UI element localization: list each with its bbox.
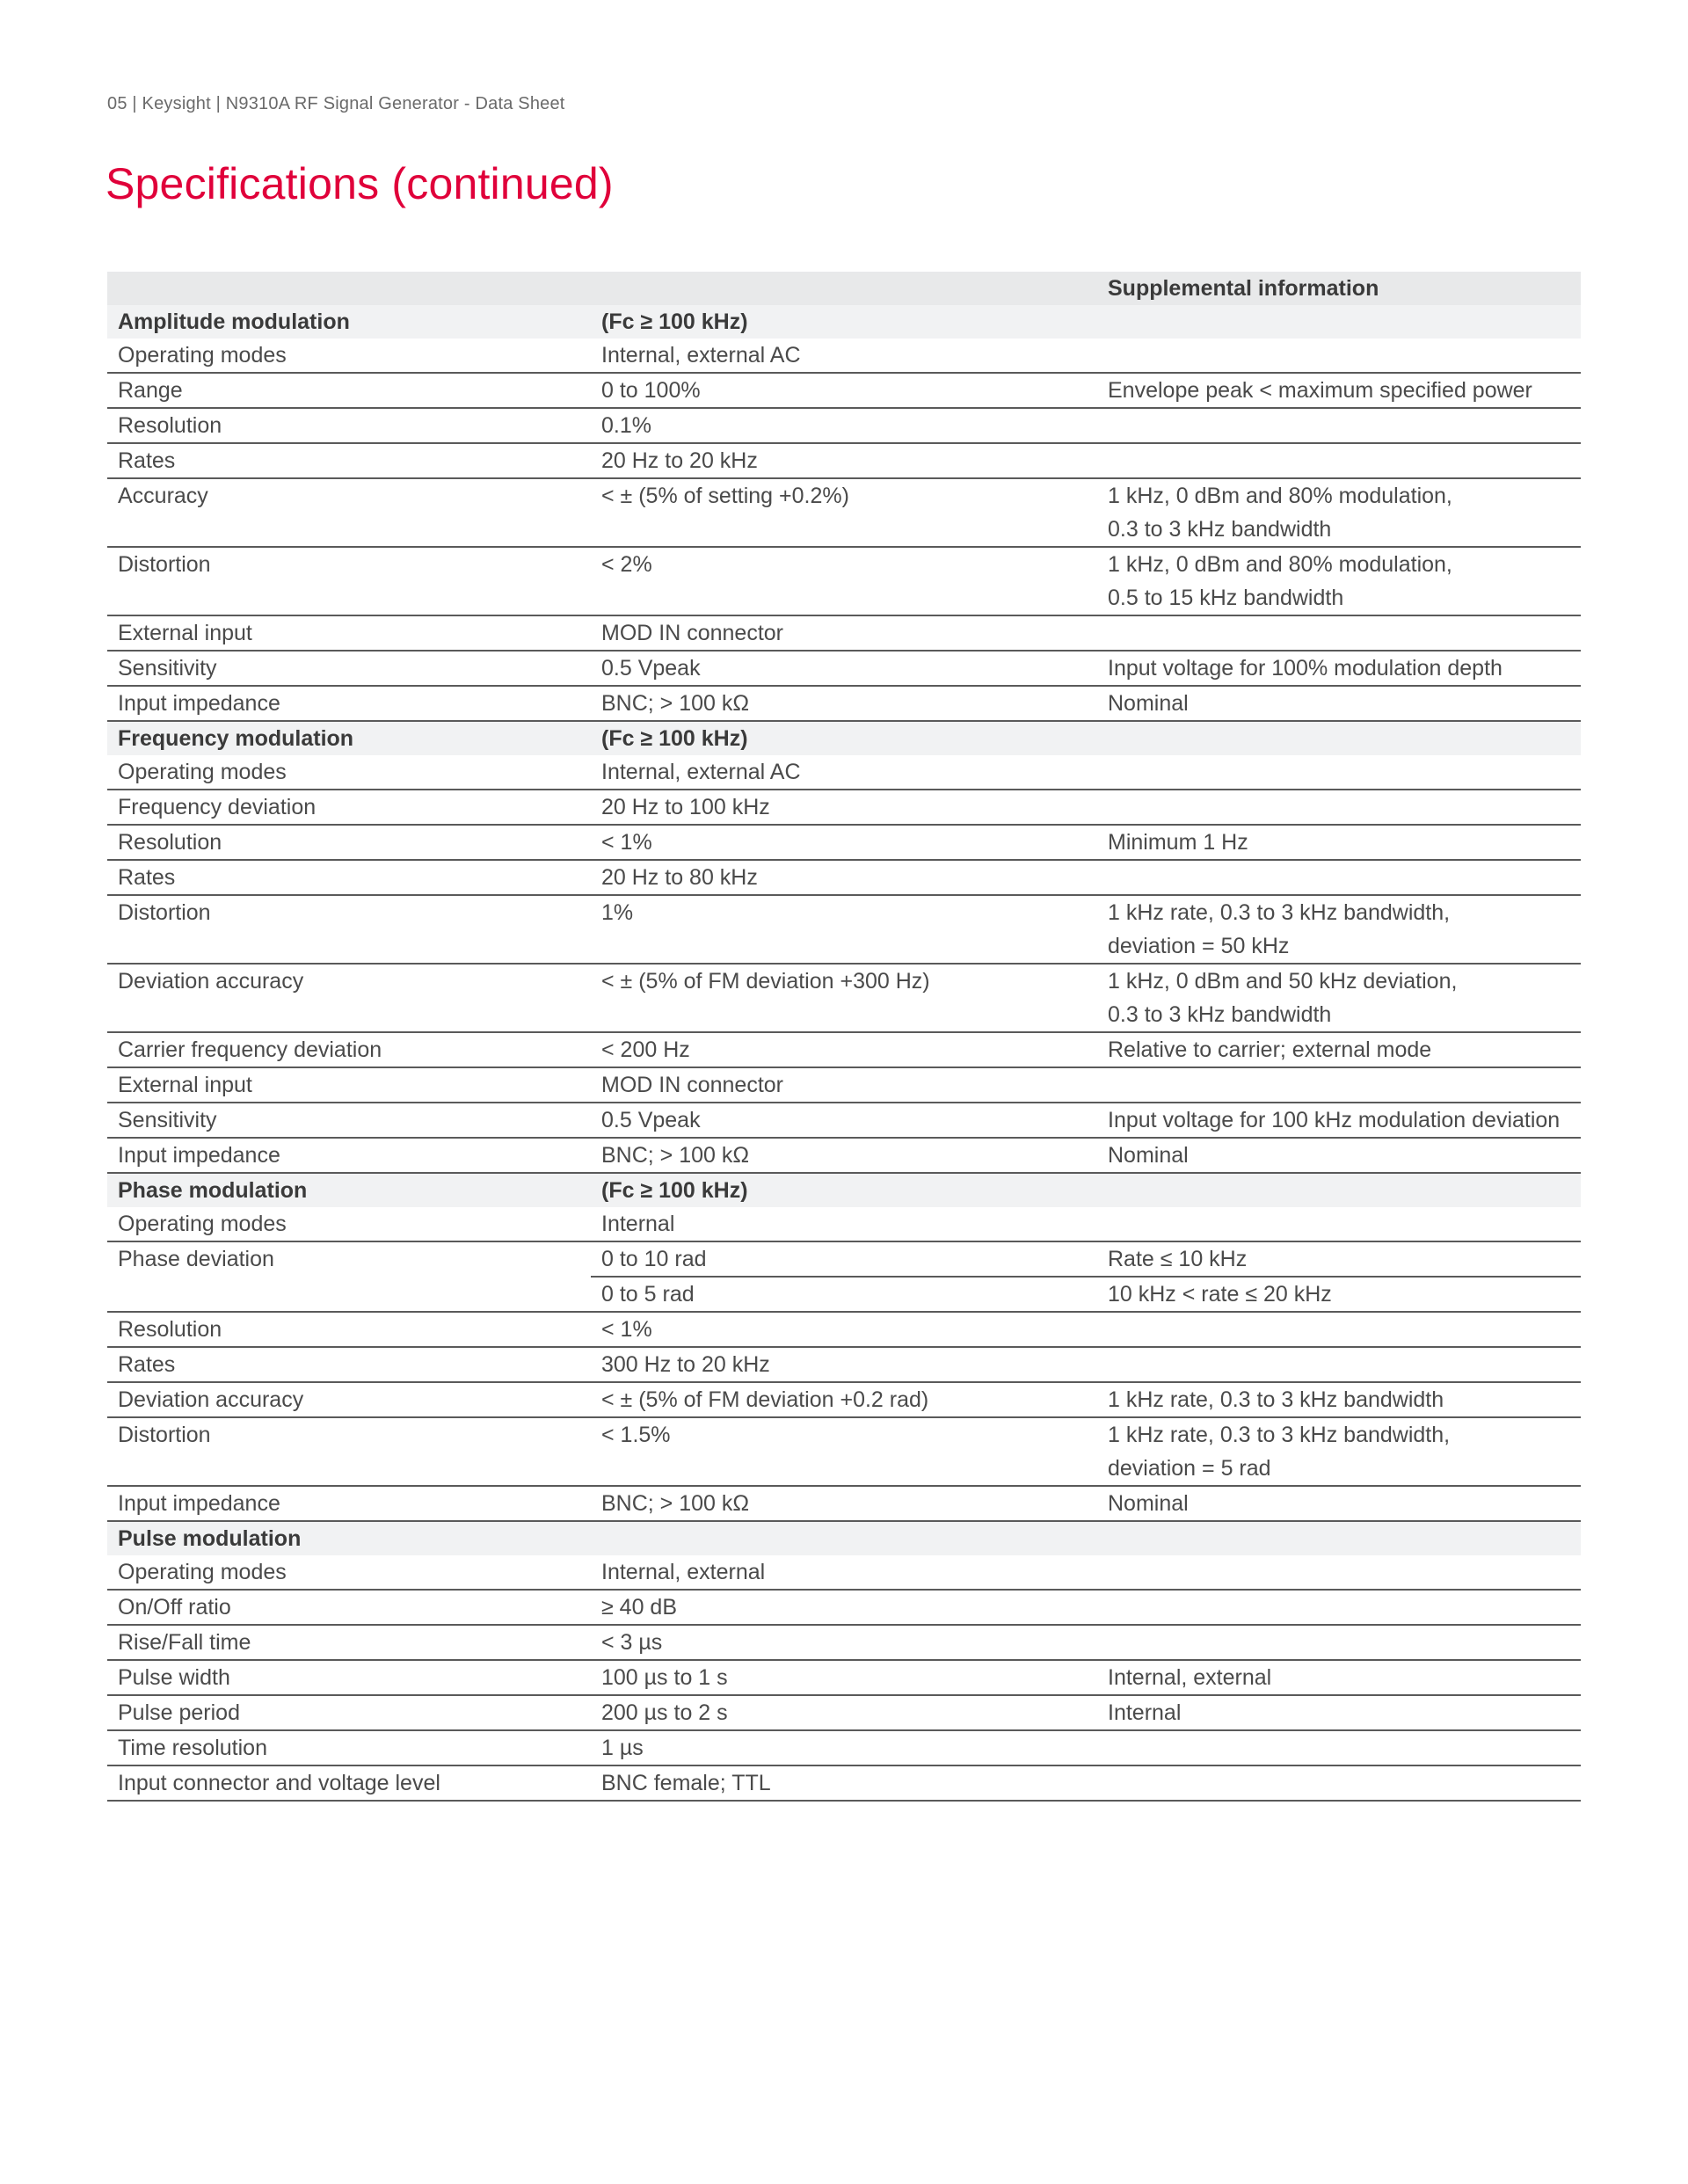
value-cell: 1%: [591, 895, 1097, 964]
supplemental-cell: [1097, 408, 1581, 443]
value-cell: < 1%: [591, 1312, 1097, 1347]
value-cell: < 2%: [591, 547, 1097, 615]
table-row: [107, 547, 1581, 615]
supplemental-line: 0.3 to 3 kHz bandwidth: [1108, 1002, 1332, 1027]
parameter-cell: Resolution: [107, 408, 591, 443]
value-cell: 20 Hz to 80 kHz: [591, 860, 1097, 895]
parameter-cell: Resolution: [107, 825, 591, 860]
table-row: [107, 1660, 1581, 1695]
supplemental-cell: Input voltage for 100 kHz modulation deviation: [1097, 1103, 1581, 1138]
value-cell: 0 to 100%: [591, 373, 1097, 408]
value-cell: BNC; > 100 kΩ: [591, 686, 1097, 721]
section-header-row: [107, 1521, 1581, 1555]
section-title: Frequency modulation: [107, 721, 591, 755]
supplemental-cell: Rate ≤ 10 kHz: [1097, 1241, 1581, 1277]
specifications-table: [107, 272, 1581, 1802]
section-condition: (Fc ≥ 100 kHz): [591, 721, 1097, 755]
value-cell: < ± (5% of setting +0.2%): [591, 478, 1097, 547]
supplemental-cell: [1097, 790, 1581, 825]
parameter-cell: Rates: [107, 1347, 591, 1382]
supplemental-cell: [1097, 339, 1581, 373]
section-header-row: [107, 305, 1581, 339]
value-cell: < 1%: [591, 825, 1097, 860]
supplemental-cell: [1097, 1347, 1581, 1382]
value-cell: 0.1%: [591, 408, 1097, 443]
supplemental-cell: [1097, 1067, 1581, 1103]
value-cell: ≥ 40 dB: [591, 1590, 1097, 1625]
parameter-cell: Distortion: [107, 895, 591, 964]
table-header-row: [107, 272, 1581, 305]
supplemental-cell: Relative to carrier; external mode: [1097, 1032, 1581, 1067]
supplemental-cell: [1097, 1555, 1581, 1590]
supplemental-cell: Input voltage for 100% modulation depth: [1097, 651, 1581, 686]
parameter-cell: Phase deviation: [107, 1241, 591, 1312]
table-row: [107, 1590, 1581, 1625]
parameter-cell: Deviation accuracy: [107, 964, 591, 1032]
table-row: [107, 1625, 1581, 1660]
supplemental-line: 1 kHz, 0 dBm and 80% modulation,: [1108, 552, 1452, 577]
value-cell: Internal, external AC: [591, 339, 1097, 373]
table-row: [107, 1555, 1581, 1590]
supplemental-cell: Envelope peak < maximum specified power: [1097, 373, 1581, 408]
parameter-cell: Rise/Fall time: [107, 1625, 591, 1660]
table-row: [107, 860, 1581, 895]
section-title: Phase modulation: [107, 1173, 591, 1207]
parameter-cell: Distortion: [107, 547, 591, 615]
table-row: [107, 686, 1581, 721]
supplemental-cell: Nominal: [1097, 686, 1581, 721]
parameter-cell: Frequency deviation: [107, 790, 591, 825]
parameter-cell: Input impedance: [107, 1138, 591, 1173]
table-row: [107, 1207, 1581, 1241]
parameter-cell: Input impedance: [107, 686, 591, 721]
header-supplemental-information: Supplemental information: [1097, 272, 1581, 305]
value-cell: < ± (5% of FM deviation +0.2 rad): [591, 1382, 1097, 1417]
value-cell: 100 µs to 1 s: [591, 1660, 1097, 1695]
value-cell: 20 Hz to 100 kHz: [591, 790, 1097, 825]
table-row: [107, 1103, 1581, 1138]
supplemental-cell: Minimum 1 Hz: [1097, 825, 1581, 860]
section-condition: (Fc ≥ 100 kHz): [591, 1173, 1097, 1207]
parameter-cell: Range: [107, 373, 591, 408]
page-title: Specifications (continued): [106, 159, 614, 208]
table-row: [107, 964, 1581, 1032]
value-cell: BNC; > 100 kΩ: [591, 1486, 1097, 1521]
parameter-cell: Operating modes: [107, 339, 591, 373]
parameter-cell: Pulse period: [107, 1695, 591, 1730]
section-note-empty: [1097, 1173, 1581, 1207]
parameter-cell: Operating modes: [107, 1555, 591, 1590]
value-cell: 20 Hz to 20 kHz: [591, 443, 1097, 478]
section-note-empty: [1097, 1521, 1581, 1555]
parameter-cell: On/Off ratio: [107, 1590, 591, 1625]
supplemental-cell: [1097, 1625, 1581, 1660]
value-cell: Internal, external AC: [591, 755, 1097, 790]
supplemental-cell: Internal, external: [1097, 1660, 1581, 1695]
supplemental-line: 1 kHz rate, 0.3 to 3 kHz bandwidth,: [1108, 1423, 1451, 1447]
supplemental-cell: Nominal: [1097, 1486, 1581, 1521]
table-row: [107, 1695, 1581, 1730]
table-row: [107, 1067, 1581, 1103]
table-row: [107, 478, 1581, 547]
section-note-empty: [1097, 305, 1581, 339]
table-row: [107, 339, 1581, 373]
table-row: [107, 1417, 1581, 1486]
section-title: Amplitude modulation: [107, 305, 591, 339]
supplemental-line: 0.3 to 3 kHz bandwidth: [1108, 517, 1332, 542]
supplemental-cell: 10 kHz < rate ≤ 20 kHz: [1097, 1277, 1581, 1312]
table-row: [107, 755, 1581, 790]
supplemental-cell: [1097, 615, 1581, 651]
table-row: [107, 790, 1581, 825]
value-cell: 0 to 10 rad: [591, 1241, 1097, 1277]
value-cell: < 1.5%: [591, 1417, 1097, 1486]
parameter-cell: Sensitivity: [107, 1103, 591, 1138]
value-cell: 300 Hz to 20 kHz: [591, 1347, 1097, 1382]
supplemental-cell: [1097, 964, 1581, 1032]
parameter-cell: Input impedance: [107, 1486, 591, 1521]
table-row: [107, 825, 1581, 860]
supplemental-cell: [1097, 443, 1581, 478]
parameter-cell: Operating modes: [107, 755, 591, 790]
section-header-row: [107, 1173, 1581, 1207]
table-row: [107, 1312, 1581, 1347]
value-cell: BNC; > 100 kΩ: [591, 1138, 1097, 1173]
value-cell: < 200 Hz: [591, 1032, 1097, 1067]
table-row: [107, 615, 1581, 651]
supplemental-cell: [1097, 478, 1581, 547]
value-cell: 0 to 5 rad: [591, 1277, 1097, 1312]
supplemental-cell: 1 kHz rate, 0.3 to 3 kHz bandwidth: [1097, 1382, 1581, 1417]
parameter-cell: Operating modes: [107, 1207, 591, 1241]
supplemental-line: 0.5 to 15 kHz bandwidth: [1108, 586, 1344, 610]
value-cell: 0.5 Vpeak: [591, 1103, 1097, 1138]
table-row: [107, 1730, 1581, 1765]
value-cell: Internal, external: [591, 1555, 1097, 1590]
value-cell: MOD IN connector: [591, 615, 1097, 651]
table-row: [107, 1486, 1581, 1521]
parameter-cell: External input: [107, 615, 591, 651]
section-note-empty: [1097, 721, 1581, 755]
supplemental-cell: [1097, 547, 1581, 615]
supplemental-line: deviation = 5 rad: [1108, 1456, 1271, 1481]
supplemental-line: 1 kHz, 0 dBm and 50 kHz deviation,: [1108, 969, 1458, 994]
parameter-cell: Rates: [107, 443, 591, 478]
parameter-cell: Accuracy: [107, 478, 591, 547]
supplemental-cell: [1097, 1590, 1581, 1625]
section-header-row: [107, 721, 1581, 755]
section-condition: [591, 1521, 1097, 1555]
value-cell: < 3 µs: [591, 1625, 1097, 1660]
parameter-cell: Deviation accuracy: [107, 1382, 591, 1417]
table-row: [107, 895, 1581, 964]
table-row: [107, 443, 1581, 478]
parameter-cell: Rates: [107, 860, 591, 895]
supplemental-cell: [1097, 1312, 1581, 1347]
table-row: [107, 1765, 1581, 1801]
parameter-cell: Sensitivity: [107, 651, 591, 686]
value-cell: 1 µs: [591, 1730, 1097, 1765]
value-cell: Internal: [591, 1207, 1097, 1241]
table-row: [107, 1241, 1581, 1277]
supplemental-cell: Internal: [1097, 1695, 1581, 1730]
header-cell-empty: [107, 272, 591, 305]
header-cell-empty: [591, 272, 1097, 305]
supplemental-cell: [1097, 1765, 1581, 1801]
supplemental-cell: Nominal: [1097, 1138, 1581, 1173]
supplemental-cell: [1097, 1207, 1581, 1241]
supplemental-cell: [1097, 1417, 1581, 1486]
supplemental-cell: [1097, 895, 1581, 964]
supplemental-line: 1 kHz, 0 dBm and 80% modulation,: [1108, 484, 1452, 508]
value-cell: 200 µs to 2 s: [591, 1695, 1097, 1730]
value-cell: 0.5 Vpeak: [591, 651, 1097, 686]
section-condition: (Fc ≥ 100 kHz): [591, 305, 1097, 339]
supplemental-line: 1 kHz rate, 0.3 to 3 kHz bandwidth,: [1108, 900, 1451, 925]
parameter-cell: Distortion: [107, 1417, 591, 1486]
value-cell: BNC female; TTL: [591, 1765, 1097, 1801]
supplemental-cell: [1097, 755, 1581, 790]
parameter-cell: Resolution: [107, 1312, 591, 1347]
parameter-cell: Input connector and voltage level: [107, 1765, 591, 1801]
supplemental-line: deviation = 50 kHz: [1108, 934, 1290, 958]
supplemental-cell: [1097, 1730, 1581, 1765]
supplemental-cell: [1097, 860, 1581, 895]
parameter-cell: Time resolution: [107, 1730, 591, 1765]
parameter-cell: Pulse width: [107, 1660, 591, 1695]
table-row: [107, 1032, 1581, 1067]
running-header: 05 | Keysight | N9310A RF Signal Generator - Data Sheet: [107, 94, 565, 113]
table-row: [107, 1138, 1581, 1173]
value-cell: < ± (5% of FM deviation +300 Hz): [591, 964, 1097, 1032]
table-row: [107, 651, 1581, 686]
table-row: [107, 1347, 1581, 1382]
table-row: [107, 1382, 1581, 1417]
value-cell: MOD IN connector: [591, 1067, 1097, 1103]
table-row: [107, 408, 1581, 443]
section-title: Pulse modulation: [107, 1521, 591, 1555]
parameter-cell: External input: [107, 1067, 591, 1103]
parameter-cell: Carrier frequency deviation: [107, 1032, 591, 1067]
table-row: [107, 373, 1581, 408]
